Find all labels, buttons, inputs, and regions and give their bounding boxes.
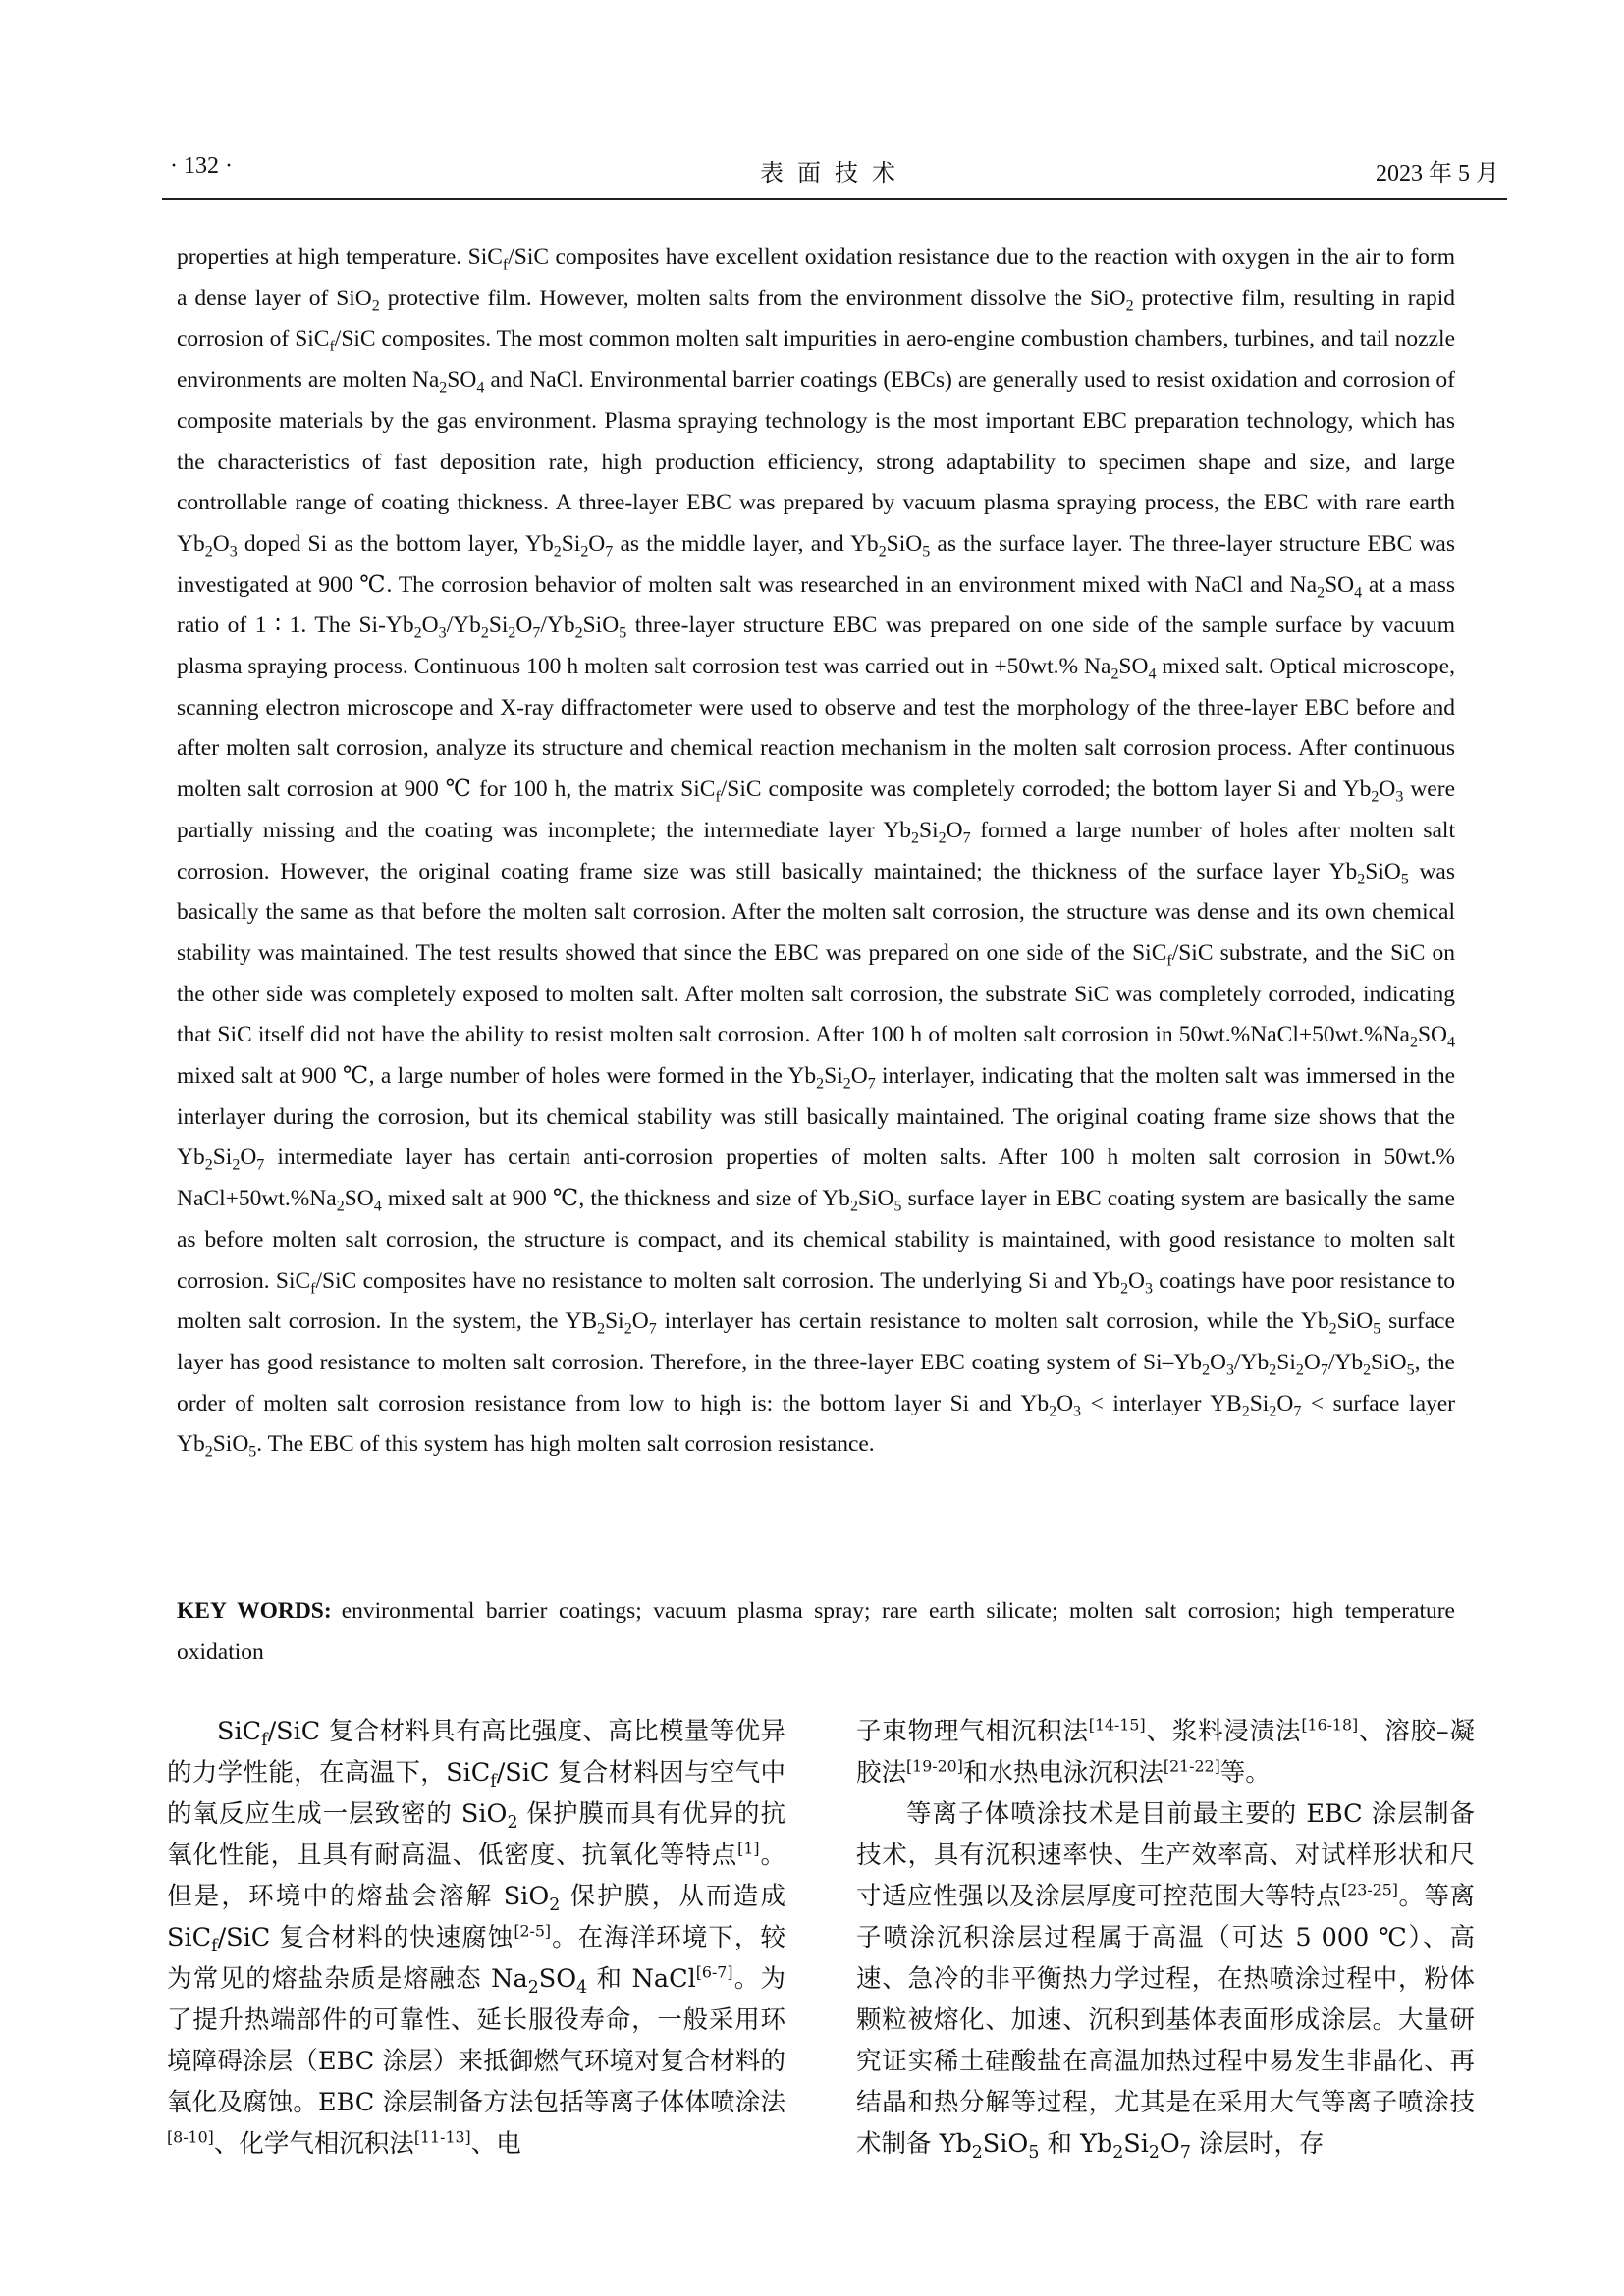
header-rule <box>162 198 1507 200</box>
key-words-text: environmental barrier coatings; vacuum plasma spray; rare earth silicate; molten salt corrosion; high temperature oxidation <box>177 1598 1455 1665</box>
page-header <box>162 153 1507 192</box>
issue-date: 2023 年 5 月 <box>1376 161 1499 187</box>
abstract-paragraph: properties at high temperature. SiC$_f$/SiC composites have excellent oxidation resistance due to the reaction with oxygen in the air to form a dense layer of SiO$_2$ protective film. However, molten salts from the environment dissolve the SiO$_2$ protective film, resulting in rapid corrosion of SiC$_f$/SiC composites. The most common molten salt impurities in aero-engine combustion chambers, turbines, and tail nozzle environments are molten $Na_2SO_4$ and NaCl. Environmental barrier coatings (EBCs) are generally used to resist oxidation and corrosion of composite materials by the gas environment. Plasma spraying technology is the most important EBC preparation technology, which has the characteristics of fast deposition rate, high production efficiency, strong adaptability to specimen shape and size, and large controllable range of coating thickness. A three-layer EBC was prepared by vacuum plasma spraying process, the EBC with rare earth $Yb_2O_3$ doped Si as the bottom layer, $Yb_2Si_2O_7$ as the middle layer, and $Yb_2SiO_5$ as the surface layer. The three-layer structure EBC was investigated at 900 ℃. The corrosion behavior of molten salt was researched in an environment mixed with NaCl and $Na_2SO_4$ at a mass ratio of 1 ∶ 1. The $Si-Yb_2O_3/Yb_2Si_2O_7/Yb_2SiO_5$ three-layer structure EBC was prepared on one side of the sample surface by vacuum plasma spraying process. Continuous 100 h molten salt corrosion test was carried out in +50wt.% $Na_2SO_4$ mixed salt. Optical microscope, scanning electron microscope and X-ray diffractometer were used to observe and test the morphology of the three-layer EBC before and after molten salt corrosion, analyze its structure and chemical reaction mechanism in the molten salt corrosion process. After continuous molten salt corrosion at 900 ℃ for 100 h, the matrix SiC$_f$/SiC composite was completely corroded; the bottom layer Si and $Yb_2O_3$ were partially missing and the coating was incomplete; the intermediate layer $Yb_2Si_2O_7$ formed a large number of holes after molten salt corrosion. However, the original coating frame size was still basically maintained; the thickness of the surface layer $Yb_2SiO_5$ was basically the same as that before the molten salt corrosion. After the molten salt corrosion, the structure was dense and its own chemical stability was maintained. The test results showed that since the EBC was prepared on one side of the SiC$_f$/SiC substrate, and the SiC on the other side was completely exposed to molten salt. After molten salt corrosion, the substrate SiC was completely corroded, indicating that SiC itself did not have the ability to resist molten salt corrosion. After 100 h of molten salt corrosion in $50wt.\%NaCl+50wt.\%Na_2SO_4$ mixed salt at 900 ℃, a large number of holes were formed in the $Yb_2Si_2O_7$ interlayer, indicating that the molten salt was immersed in the interlayer during the corrosion, but its chemical stability was still basically maintained. The original coating frame size shows that the $Yb_2Si_2O_7$ intermediate layer has certain anti-corrosion properties of molten salts. After 100 h molten salt corrosion in 50wt.% $NaCl+50wt.\%Na_2SO_4$ mixed salt at 900 ℃, the thickness and size of $Yb_2SiO_5$ surface layer in EBC coating system are basically the same as before molten salt corrosion, the structure is compact, and its chemical stability is maintained, with good resistance to molten salt corrosion. SiC$_f$/SiC composites have no resistance to molten salt corrosion. The underlying Si and $Yb_2O_3$ coatings have poor resistance to molten salt corrosion. In the system, the $YB_2Si_2O_7$ interlayer has certain resistance to molten salt corrosion, while the $Yb_2SiO_5$ surface layer has good resistance to molten salt corrosion. Therefore, in the three-layer EBC coating system of $Si-Yb_2O_3/Yb_2Si_2O_7/Yb_2SiO_5$, the order of molten salt corrosion resistance from low to high is: the bottom layer Si and $Yb_2O_3$ < interlayer $YB_2Si_2O_7$ < surface layer $Yb_2SiO_5$. The EBC of this system has high molten salt corrosion resistance. <box>177 244 1456 1462</box>
journal-title: 表面技术 <box>760 161 909 187</box>
intro-paragraph-1-continued: 子束物理气相沉积法[14-15]、浆料浸渍法[16-18]、溶胶–凝胶法[19-20]和水热电泳沉积法[21-22]等。 <box>856 1715 1475 1788</box>
left-column <box>167 1711 785 2164</box>
english-abstract <box>177 238 1455 1466</box>
key-words-label: KEY WORDS: <box>177 1598 332 1624</box>
key-words <box>177 1591 1455 1673</box>
page-number: · 132 · <box>170 153 233 179</box>
intro-paragraph-2: 等离子体喷涂技术是目前最主要的 EBC 涂层制备技术，具有沉积速率快、生产效率高、对试样形状和尺寸适应性强以及涂层厚度可控范围大等特点[23-25]。等离子喷涂沉积涂层过程属于高温（可达 5 000 ℃）、高速、急冷的非平衡热力学过程，在热喷涂过程中，粉体颗粒被熔化、加速、沉积到基体表面形成涂层。大量研究证实稀土硅酸盐在高温加热过程中易发生非晶化、再结晶和热分解等过程，尤其是在采用大气等离子喷涂技术制备 $Yb_2SiO_5$ 和 $Yb_2Si_2O_7$ 涂层时，存 <box>856 1799 1475 2163</box>
intro-paragraph-1: SiC$_f$/SiC 复合材料具有高比强度、高比模量等优异的力学性能，在高温下，SiC$_f$/SiC 复合材料因与空气中的氧反应生成一层致密的 SiO$_2$ 保护膜而具有优异的抗氧化性能，且具有耐高温、低密度、抗氧化等特点[1]。但是，环境中的熔盐会溶解 SiO$_2$ 保护膜，从而造成 SiC$_f$/SiC 复合材料的快速腐蚀[2-5]。在海洋环境下，较为常见的熔盐杂质是熔融态 $Na_2SO_4$ 和 NaCl[6-7]。为了提升热端部件的可靠性、延长服役寿命，一般采用环境障碍涂层（EBC 涂层）来抵御燃气环境对复合材料的氧化及腐蚀。EBC 涂层制备方法包括等离子体体喷涂法[8-10]、化学气相沉积法[11-13]、电 <box>167 1717 785 2159</box>
right-column <box>856 1711 1475 2164</box>
